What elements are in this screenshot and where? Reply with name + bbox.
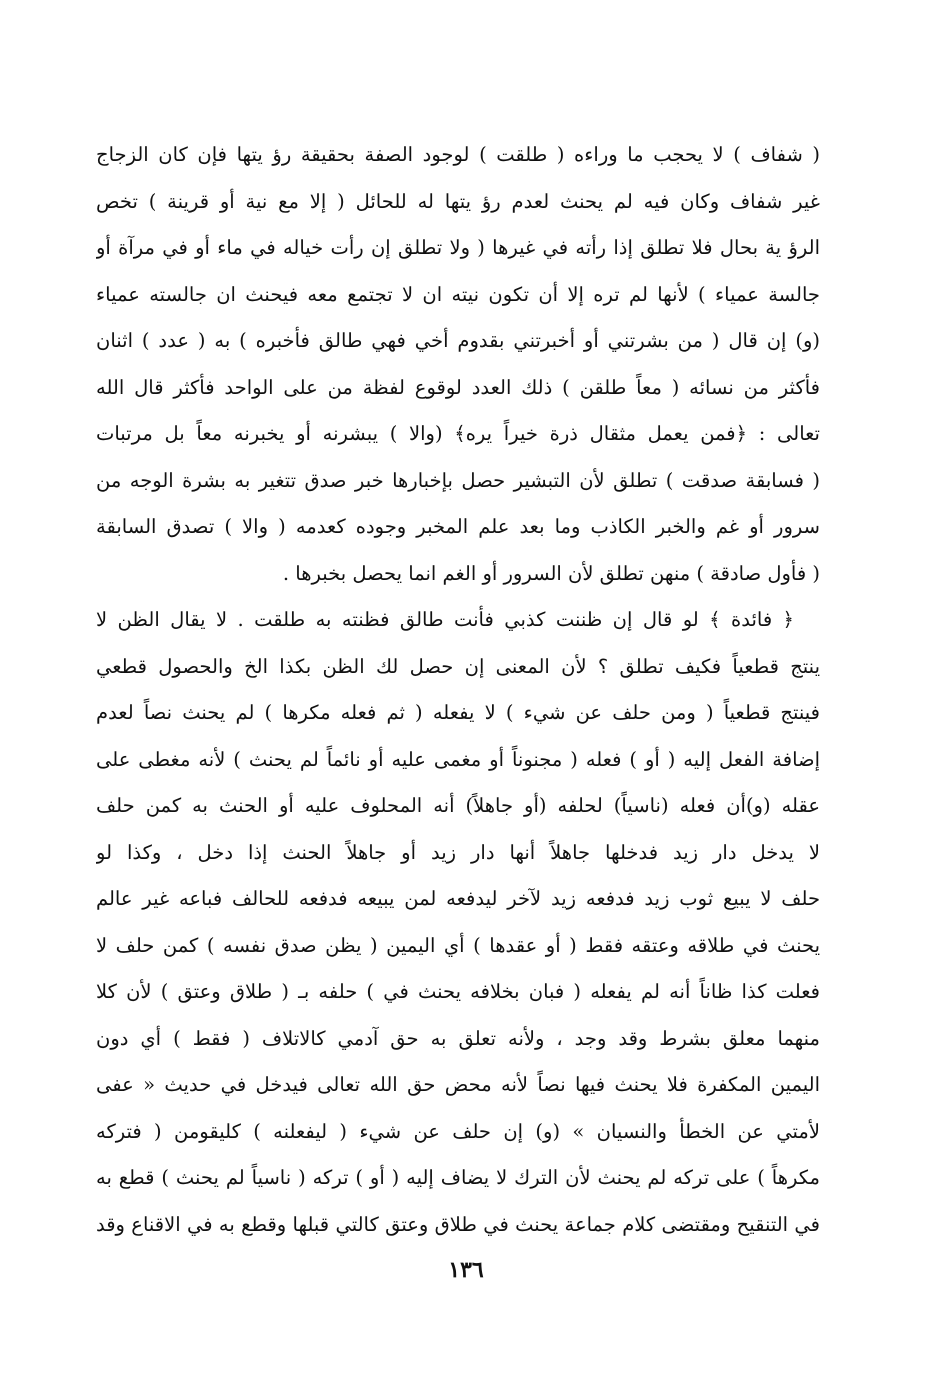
text-line: فعلت كذا ظاناً أنه لم يفعله ( فبان بخلافه يحنث في ) حلفه بـ ( طلاق وعتق ) لأن كلا (96, 980, 820, 1003)
main-text (96, 132, 820, 1248)
text-line: فينتج قطعياً ( ومن حلف عن شيء ) لا يفعله ( ثم فعله مكرها ) لم يحنث نصاً لعدم (96, 701, 820, 724)
text-line: لأمتي عن الخطأ والنسيان » (و) إن حلف عن شيء ( ليفعلنه ) كليقومن ( فتركه (96, 1119, 820, 1143)
text-line: الرؤ ية بحال فلا تطلق إذا رأته في غيرها ( ولا تطلق إن رأت خياله في ماء أو في مرآة أو (96, 236, 820, 259)
text-line: جالسة عمياء ) لأنها لم تره إلا أن تكون نيته ان لا تجتمع معه فيحنث ان جالسته عمياء (96, 282, 820, 306)
text-line: حلف لا يبيع ثوب زيد فدفعه زيد لآخر ليدفعه لمن يبيعه فدفعه للحالف فباعه غير عالم (96, 887, 820, 910)
text-line: ينتج قطعياً فكيف تطلق ؟ لأن المعنى إن حصل لك الظن بكذا الخ والحصول قطعي (96, 654, 820, 678)
text-line: عقله (و)أن فعله (ناسياً) لحلفه (أو جاهلاً) أنه المحلوف عليه أو الحنث به كمن حلف (96, 794, 820, 817)
paragraph-end-line: ( فأول صادقة ) منهن تطلق لأن السرور أو الغم انما يحصل بخبرها . (282, 561, 820, 585)
text-line: ( شفاف ) لا يحجب ما وراءه ( طلقت ) لوجود الصفة بحقيقة رؤ يتها فإن كان الزجاج (96, 143, 820, 166)
text-line: تعالى : ﴿فمن يعمل مثقال ذرة خيراً يره﴾ (والا ) يبشرنه أو يخبرنه معاً بل مرتبات (96, 422, 820, 445)
text-line: في التنقيح ومقتضى كلام جماعة يحنث في طلاق وعتق كالتي قبلها وقطع به في الاقناع وقد (96, 1212, 820, 1236)
text-line: منهما معلق بشرط وقد وجد ، ولأنه تعلق به حق آدمي كالاتلاف ( فقط ) أي دون (96, 1026, 820, 1050)
page-number: ١٣٦ (448, 1257, 484, 1283)
text-line: إضافة الفعل إليه ( أو ) فعله ( مجنوناً أو مغمى عليه أو نائماً لم يحنث ) لأنه مغطى على (96, 747, 820, 771)
text-line: غير شفاف وكان فيه لم يحنث لعدم رؤ يتها له للحائل ( إلا مع نية أو قرينة ) تخص (96, 189, 820, 213)
text-line: اليمين المكفرة فلا يحنث فيها نصاً لأنه محض حق الله تعالى فيدخل في حديث « عفى (96, 1073, 820, 1096)
text-line: فأكثر من نسائه ( معاً طلقن ) ذلك العدد لوقوع لفظة من على الواحد فأكثر قال الله (96, 375, 820, 399)
text-line: مكرهاً ) على تركه لم يحنث لأن الترك لا يضاف إليه ( أو ) تركه ( ناسياً لم يحنث ) قطع به (96, 1166, 820, 1189)
text-line: لا يدخل دار زيد فدخلها جاهلاً أنها دار زيد أو جاهلاً الحنث إذا دخل ، وكذا لو (96, 840, 820, 864)
text-line: ( فسابقة صدقت ) تطلق لأن التبشير حصل بإخبارها خبر صدق تتغير به بشرة الوجه من (96, 468, 820, 492)
text-line: (و) إن قال ( من بشرتني أو أخبرتني بقدوم أخي فهي طالق فأخبره ) به ( عدد ) اثنان (96, 329, 820, 352)
text-line: يحنث في طلاقه وعتقه فقط ( أو عقدها ) أي اليمين ( يظن صدق نفسه ) كمن حلف لا (96, 933, 820, 957)
text-line: سرور أو غم والخبر الكاذب وما بعد علم المخبر وجوده كعدمه ( والا ) تصدق السابقة (96, 515, 820, 538)
text-line-indented: ﴿ فائدة ﴾ لو قال إن ظننت كذبي فأنت طالق فظنته به طلقت . لا يقال الظن لا (96, 608, 794, 631)
